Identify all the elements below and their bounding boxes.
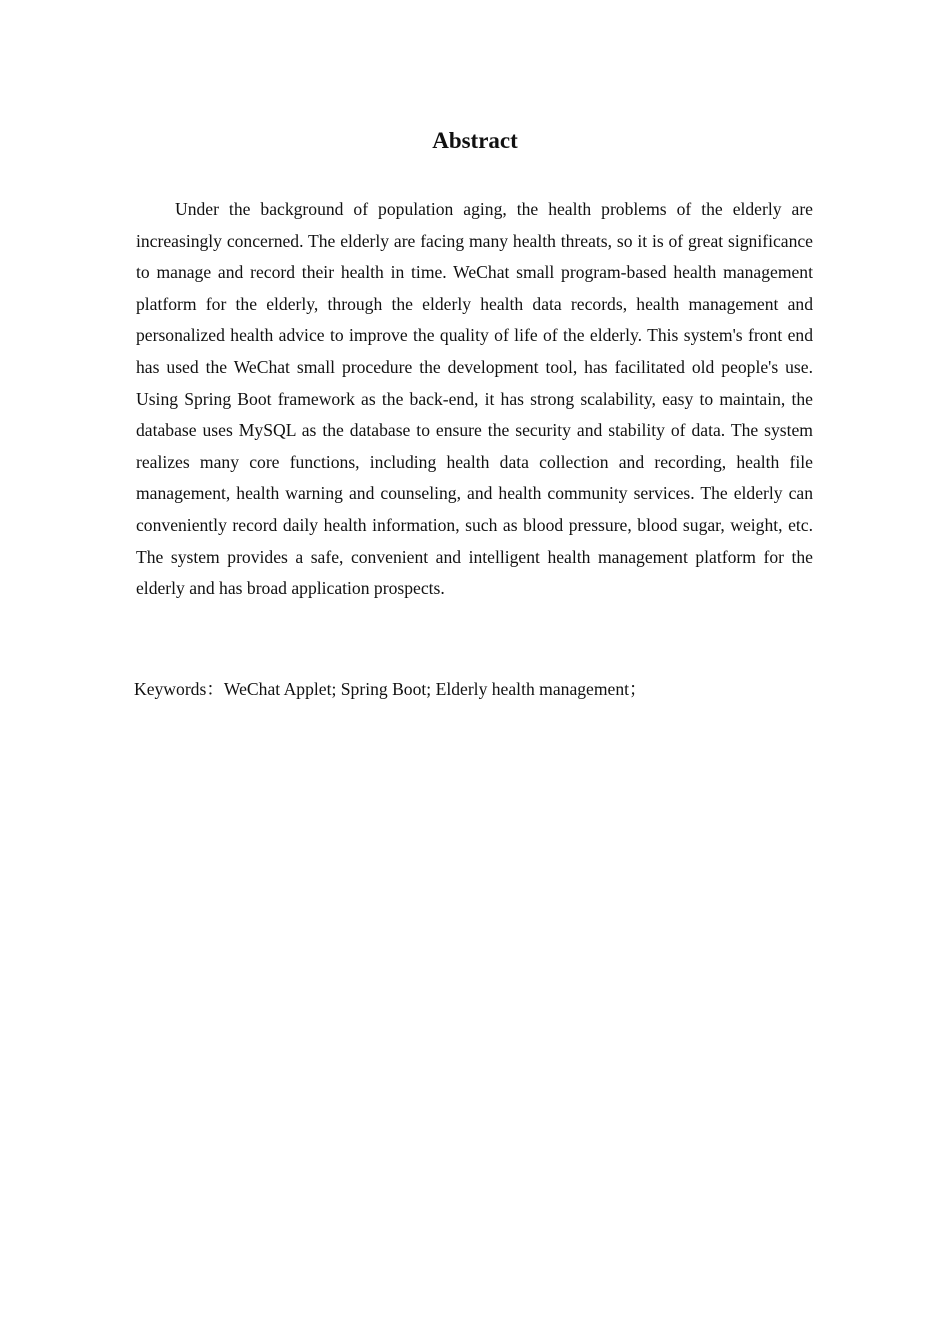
- keywords-value: WeChat Applet; Spring Boot; Elderly health management；: [223, 679, 647, 699]
- abstract-paragraph: Under the background of population aging, the health problems of the elderly are increasingly concerned. The elderly are facing many health threats, so it is of great significance to manage and record their health in time. WeChat small program-based health management platform for the elderly, through the elderly health data records, health management and personalized health advice to improve the quality of life of the elderly. This system's front end has used the WeChat small procedure the development tool, has facilitated old people's use. Using Spring Boot framework as the back-end, it has strong scalability, easy to maintain, the database uses MySQL as the database to ensure the security and stability of data. The system realizes many core functions, including health data collection and recording, health file management, health warning and counseling, and health community services. The elderly can conveniently record daily health information, such as blood pressure, blood sugar, weight, etc. The system provides a safe, convenient and intelligent health management platform for the elderly and has broad application prospects.: [136, 199, 813, 599]
- keywords-line: [134, 674, 814, 705]
- page-title: Abstract: [432, 128, 518, 153]
- keywords-label: Keywords：: [134, 679, 224, 699]
